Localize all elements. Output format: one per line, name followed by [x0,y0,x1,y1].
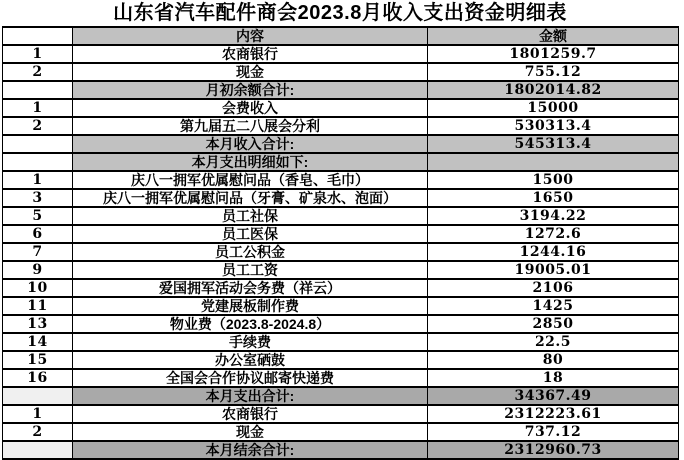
row-amount-cell: 2312223.61 [428,405,679,423]
table-row [3,189,679,207]
row-content-cell: 员工医保 [73,225,428,243]
table-row [3,135,679,153]
table-row [3,243,679,261]
row-amount-cell: 2850 [428,315,679,333]
row-content-cell: 庆八一拥军优属慰问品（牙膏、矿泉水、泡面） [73,189,428,207]
row-content-cell: 员工工资 [73,261,428,279]
row-content-cell: 会费收入 [73,99,428,117]
row-number-cell: 3 [3,189,73,207]
table-row [3,207,679,225]
row-number-cell: 13 [3,315,73,333]
row-amount-cell: 80 [428,351,679,369]
row-amount-cell: 2106 [428,279,679,297]
table-row [3,81,679,99]
finance-table [2,26,679,460]
row-amount-cell: 3194.22 [428,207,679,225]
row-content-cell: 现金 [73,63,428,81]
table-row [3,441,679,459]
row-content-cell: 全国会合作协议邮寄快递费 [73,369,428,387]
table-row [3,387,679,405]
row-content-cell: 办公室硒鼓 [73,351,428,369]
table-row [3,99,679,117]
row-number-cell: 10 [3,279,73,297]
table-row [3,405,679,423]
row-number-cell: 15 [3,351,73,369]
row-content-cell: 本月收入合计: [73,135,428,153]
row-number-cell [3,441,73,459]
row-amount-cell: 2312960.73 [428,441,679,459]
row-amount-cell: 1244.16 [428,243,679,261]
row-content-cell: 党建展板制作费 [73,297,428,315]
row-content-cell: 员工公积金 [73,243,428,261]
row-amount-cell [428,153,679,171]
table-row [3,297,679,315]
row-content-cell: 庆八一拥军优属慰问品（香皂、毛巾） [73,171,428,189]
row-number-cell: 2 [3,423,73,441]
table-row [3,423,679,441]
row-content-cell: 农商银行 [73,45,428,63]
row-content-cell: 物业费（2023.8-2024.8） [73,315,428,333]
table-row [3,369,679,387]
row-content-cell: 本月结余合计: [73,441,428,459]
row-content-cell: 员工社保 [73,207,428,225]
row-content-cell: 本月支出合计: [73,387,428,405]
table-body [3,45,679,459]
row-number-cell: 1 [3,171,73,189]
row-amount-cell: 737.12 [428,423,679,441]
table-row [3,333,679,351]
row-number-cell: 9 [3,261,73,279]
header-number-cell [3,27,73,45]
header-content-cell: 内容 [73,27,428,45]
row-number-cell [3,135,73,153]
table-row [3,225,679,243]
row-amount-cell: 15000 [428,99,679,117]
row-number-cell: 16 [3,369,73,387]
row-amount-cell: 545313.4 [428,135,679,153]
row-amount-cell: 34367.49 [428,387,679,405]
row-number-cell: 2 [3,117,73,135]
row-amount-cell: 1650 [428,189,679,207]
row-number-cell: 6 [3,225,73,243]
row-number-cell [3,153,73,171]
row-content-cell: 本月支出明细如下: [73,153,428,171]
row-amount-cell: 1801259.7 [428,45,679,63]
row-number-cell: 5 [3,207,73,225]
row-number-cell: 1 [3,99,73,117]
table-row [3,315,679,333]
row-number-cell: 11 [3,297,73,315]
row-number-cell: 1 [3,405,73,423]
table-row [3,45,679,63]
row-amount-cell: 22.5 [428,333,679,351]
row-amount-cell: 1272.6 [428,225,679,243]
table-header-row [3,27,679,45]
row-amount-cell: 1802014.82 [428,81,679,99]
row-content-cell: 月初余额合计: [73,81,428,99]
row-content-cell: 现金 [73,423,428,441]
table-row [3,63,679,81]
table-row [3,279,679,297]
table-row [3,117,679,135]
page-title: 山东省汽车配件商会2023.8月收入支出资金明细表 [113,2,567,24]
row-amount-cell: 530313.4 [428,117,679,135]
row-number-cell: 1 [3,45,73,63]
table-row [3,153,679,171]
row-content-cell: 第九届五二八展会分利 [73,117,428,135]
row-number-cell [3,387,73,405]
table-row [3,171,679,189]
row-amount-cell: 1500 [428,171,679,189]
table-row [3,261,679,279]
row-content-cell: 爱国拥军活动会务费（祥云） [73,279,428,297]
row-amount-cell: 755.12 [428,63,679,81]
row-number-cell: 2 [3,63,73,81]
row-number-cell: 14 [3,333,73,351]
row-amount-cell: 18 [428,369,679,387]
row-amount-cell: 1425 [428,297,679,315]
row-number-cell: 7 [3,243,73,261]
row-content-cell: 农商银行 [73,405,428,423]
row-content-cell: 手续费 [73,333,428,351]
row-amount-cell: 19005.01 [428,261,679,279]
header-amount-cell: 金额 [428,27,679,45]
row-number-cell [3,81,73,99]
table-row [3,351,679,369]
